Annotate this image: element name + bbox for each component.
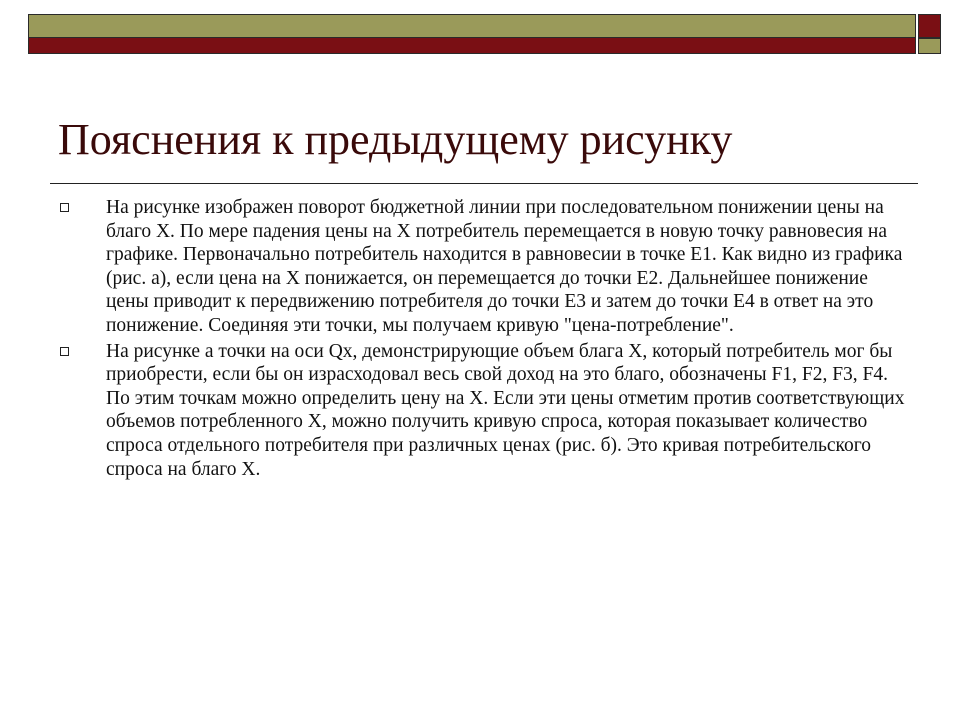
bullet-list [58, 196, 918, 483]
header-decorative-bar [28, 14, 916, 54]
corner-block-olive [918, 38, 941, 54]
corner-block-red [918, 14, 941, 38]
title-divider [50, 183, 918, 184]
bullet-item [58, 196, 918, 338]
bullet-text: На рисунке а точки на оси Qx, демонстрирующие объем блага X, который потребитель мог бы приобрести, если бы он израсходовал весь свой доход на это благо, обозначены F1, F2, F3, F4. По этим точкам можно определить цену на X. Если эти цены отметим против соответствующих объемов потребленного X, можно получить кривую спроса, которая показывает количество спроса отдельного потребителя при различных ценах (рис. б). Это кривая потребительского спроса на благо X. [106, 340, 905, 480]
hollow-square-bullet-icon [60, 347, 69, 356]
slide-title: Пояснения к предыдущему рисунку [58, 115, 733, 164]
bullet-text: На рисунке изображен поворот бюджетной линии при последовательном понижении цены на благо X. По мере падения цены на X потребитель перемещается в новую точку равновесия на графике. Первоначально потребитель находится в равновесии в точке E1. Как видно из графика (рис. а), если цена на X понижается, он перемещается до точки E2. Дальнейшее понижение цены приводит к передвижению потребителя до точки E3 и затем до точки E4 в ответ на это понижение. Соединяя эти точки, мы получаем кривую "цена-потребление". [106, 197, 903, 336]
hollow-square-bullet-icon [60, 203, 69, 212]
header-olive-stripe [29, 15, 915, 38]
bullet-item [58, 340, 918, 482]
